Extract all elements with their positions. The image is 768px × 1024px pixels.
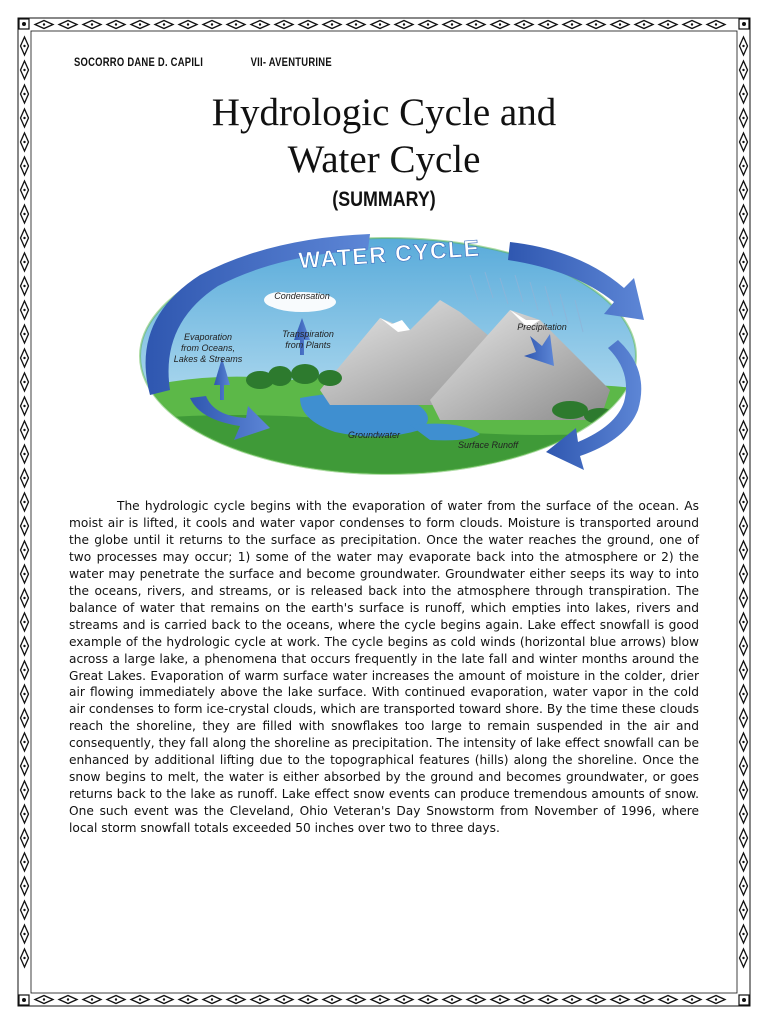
border-ornament xyxy=(395,996,413,1004)
border-ornament xyxy=(21,325,29,343)
border-ornament xyxy=(155,21,173,29)
border-ornament xyxy=(21,181,29,199)
border-ornament xyxy=(21,61,29,79)
border-ornament xyxy=(251,996,269,1004)
label-transpiration-2: from Plants xyxy=(285,340,331,350)
border-ornament xyxy=(740,517,748,535)
class-section: VII- AVENTURINE xyxy=(250,57,332,69)
border-ornament xyxy=(227,996,245,1004)
border-ornament xyxy=(740,685,748,703)
border-ornament xyxy=(611,996,629,1004)
border-ornament xyxy=(491,996,509,1004)
border-ornament xyxy=(740,37,748,55)
border-ornament xyxy=(21,805,29,823)
border-ornament xyxy=(683,996,701,1004)
border-ornament xyxy=(740,565,748,583)
border-ornament xyxy=(740,325,748,343)
border-ornament xyxy=(21,733,29,751)
border-ornament xyxy=(740,253,748,271)
border-ornament xyxy=(203,21,221,29)
border-ornament xyxy=(371,21,389,29)
border-ornament xyxy=(683,21,701,29)
border-ornament xyxy=(740,301,748,319)
border-ornament xyxy=(659,21,677,29)
border-ornament xyxy=(740,205,748,223)
border-ornament xyxy=(21,685,29,703)
border-ornament xyxy=(443,21,461,29)
corner-ornament-bottom-left xyxy=(19,995,29,1005)
border-ornament xyxy=(740,949,748,967)
border-ornament xyxy=(587,21,605,29)
border-ornament xyxy=(539,21,557,29)
label-surface-runoff: Surface Runoff xyxy=(457,440,519,450)
student-name: SOCORRO DANE D. CAPILI xyxy=(74,57,204,69)
label-condensation: Condensation xyxy=(274,291,330,301)
border-ornament xyxy=(740,829,748,847)
border-ornament xyxy=(371,996,389,1004)
border-ornament xyxy=(275,996,293,1004)
border-ornament xyxy=(740,613,748,631)
border-ornament xyxy=(21,253,29,271)
border-ornament xyxy=(21,781,29,799)
border-ornament xyxy=(21,373,29,391)
border-ornament xyxy=(740,901,748,919)
border-ornament xyxy=(21,469,29,487)
label-precipitation: Precipitation xyxy=(517,322,567,332)
border-ornament xyxy=(563,996,581,1004)
border-ornament xyxy=(227,21,245,29)
border-ornament xyxy=(35,996,53,1004)
page-subtitle: (SUMMARY) xyxy=(332,188,436,211)
label-evaporation-2: from Oceans, xyxy=(180,343,236,353)
border-ornament xyxy=(740,709,748,727)
border-ornament xyxy=(467,996,485,1004)
border-ornament xyxy=(740,229,748,247)
water-cycle-diagram xyxy=(130,220,650,482)
border-ornament xyxy=(395,21,413,29)
border-ornament xyxy=(203,996,221,1004)
border-ornament xyxy=(740,589,748,607)
border-ornament xyxy=(740,805,748,823)
border-ornament xyxy=(491,21,509,29)
student-header xyxy=(74,57,332,69)
border-ornament xyxy=(21,229,29,247)
border-ornament xyxy=(21,661,29,679)
label-evaporation-1: Evaporation xyxy=(183,332,233,342)
border-ornament xyxy=(587,996,605,1004)
border-ornament xyxy=(275,21,293,29)
border-ornament xyxy=(21,949,29,967)
summary-paragraph: The hydrologic cycle begins with the evaporation of water from the surface of the ocean. As moist air is lifted, it cools and water vapor condenses to form clouds. Moisture is transported around the globe until it returns to the surface as precipitation. Once the water reaches the ground, one of two processes may occur; 1) some of the water may evaporate back into the atmosphere or 2) the water may penetrate the surface and become groundwater. Groundwater either seeps its way to into the oceans, rivers, and streams, or is released back into the atmosphere through transpiration. The balance of water that remains on the earth's surface is runoff, which empties into lakes, rivers and streams and is carried back to the oceans, where the cycle begins again. Lake effect snowfall is good example of the hydrologic cycle at work. The cycle begins as cold winds (horizontal blue arrows) blow across a large lake, a phenomena that occurs frequently in the late fall and winter months around the Great Lakes. Evaporation of warm surface water increases the amount of moisture in the colder, drier air flowing immediately above the lake surface. With continued evaporation, water vapor in the cold air condenses to form ice-crystal clouds, which are transported toward shore. By the time these clouds reach the shoreline, they are filled with snowflakes too large to remain suspended in the air and consequently, they fall along the shoreline as precipitation. The intensity of lake effect snowfall can be enhanced by additional lifting due to the topographical features (hills) along the shoreline. Once the snow begins to melt, the water is either absorbed by the ground and becomes groundwater, or goes returns back to the lake as runoff. Lake effect snow events can produce tremendous amounts of snow. One such event was the Cleveland, Ohio Veteran's Day Snowstorm from November of 1996, where local storm snowfall totals exceeded 50 inches over two to three days. xyxy=(69,499,699,836)
border-ornament xyxy=(21,541,29,559)
border-ornament xyxy=(21,877,29,895)
border-ornament xyxy=(83,996,101,1004)
border-ornament xyxy=(419,996,437,1004)
border-ornament xyxy=(21,589,29,607)
border-ornament xyxy=(635,996,653,1004)
border-ornament xyxy=(611,21,629,29)
border-ornament xyxy=(21,613,29,631)
border-ornament xyxy=(251,21,269,29)
border-ornament xyxy=(740,877,748,895)
corner-ornament-top-left xyxy=(19,19,29,29)
border-ornament xyxy=(323,996,341,1004)
border-ornament xyxy=(740,541,748,559)
border-ornament xyxy=(563,21,581,29)
border-ornament xyxy=(515,21,533,29)
border-ornament xyxy=(179,21,197,29)
border-ornament xyxy=(21,277,29,295)
border-ornament xyxy=(740,853,748,871)
border-ornament xyxy=(443,996,461,1004)
border-ornament xyxy=(21,445,29,463)
border-ornament xyxy=(740,373,748,391)
border-ornament xyxy=(740,421,748,439)
border-ornament xyxy=(131,996,149,1004)
border-ornament xyxy=(21,493,29,511)
border-ornament xyxy=(740,925,748,943)
page-title xyxy=(0,89,768,183)
border-ornament xyxy=(740,469,748,487)
border-ornament xyxy=(21,301,29,319)
border-ornament xyxy=(179,996,197,1004)
border-ornament xyxy=(107,21,125,29)
border-ornament xyxy=(740,61,748,79)
border-ornament xyxy=(347,21,365,29)
border-ornament xyxy=(740,445,748,463)
label-groundwater: Groundwater xyxy=(347,430,401,440)
border-ornament xyxy=(707,996,725,1004)
border-ornament xyxy=(21,829,29,847)
border-ornament xyxy=(21,757,29,775)
border-ornament xyxy=(83,21,101,29)
border-ornament xyxy=(155,996,173,1004)
title-line-1: Hydrologic Cycle and xyxy=(211,91,557,134)
border-ornament xyxy=(59,996,77,1004)
border-ornament xyxy=(59,21,77,29)
border-ornament xyxy=(21,901,29,919)
border-ornament xyxy=(21,421,29,439)
label-evaporation-3: Lakes & Streams xyxy=(173,354,243,364)
border-ornament xyxy=(21,205,29,223)
border-ornament xyxy=(347,996,365,1004)
border-ornament xyxy=(515,996,533,1004)
border-ornament xyxy=(740,397,748,415)
border-ornament xyxy=(21,37,29,55)
label-transpiration-1: Transpiration xyxy=(282,329,334,339)
border-ornament xyxy=(707,21,725,29)
border-ornament xyxy=(323,21,341,29)
border-ornament xyxy=(21,397,29,415)
border-ornament xyxy=(21,637,29,655)
border-ornament xyxy=(740,733,748,751)
border-ornament xyxy=(635,21,653,29)
border-ornament xyxy=(740,637,748,655)
border-ornament xyxy=(740,757,748,775)
border-ornament xyxy=(21,517,29,535)
border-ornament xyxy=(21,709,29,727)
border-ornament xyxy=(740,493,748,511)
diagram-heading: WATER CYCLE xyxy=(297,234,482,274)
border-ornament xyxy=(21,925,29,943)
border-ornament xyxy=(21,349,29,367)
border-ornament xyxy=(740,277,748,295)
border-ornament xyxy=(299,996,317,1004)
border-ornament xyxy=(740,661,748,679)
title-line-2: Water Cycle xyxy=(287,138,481,181)
border-ornament xyxy=(740,781,748,799)
border-ornament xyxy=(21,853,29,871)
border-ornament xyxy=(419,21,437,29)
border-ornament xyxy=(740,181,748,199)
corner-ornament-bottom-right xyxy=(739,995,749,1005)
border-ornament xyxy=(299,21,317,29)
border-ornament xyxy=(21,565,29,583)
border-ornament xyxy=(107,996,125,1004)
border-ornament xyxy=(467,21,485,29)
border-ornament xyxy=(35,21,53,29)
border-ornament xyxy=(659,996,677,1004)
border-ornament xyxy=(539,996,557,1004)
corner-ornament-top-right xyxy=(739,19,749,29)
border-ornament xyxy=(131,21,149,29)
border-ornament xyxy=(740,349,748,367)
